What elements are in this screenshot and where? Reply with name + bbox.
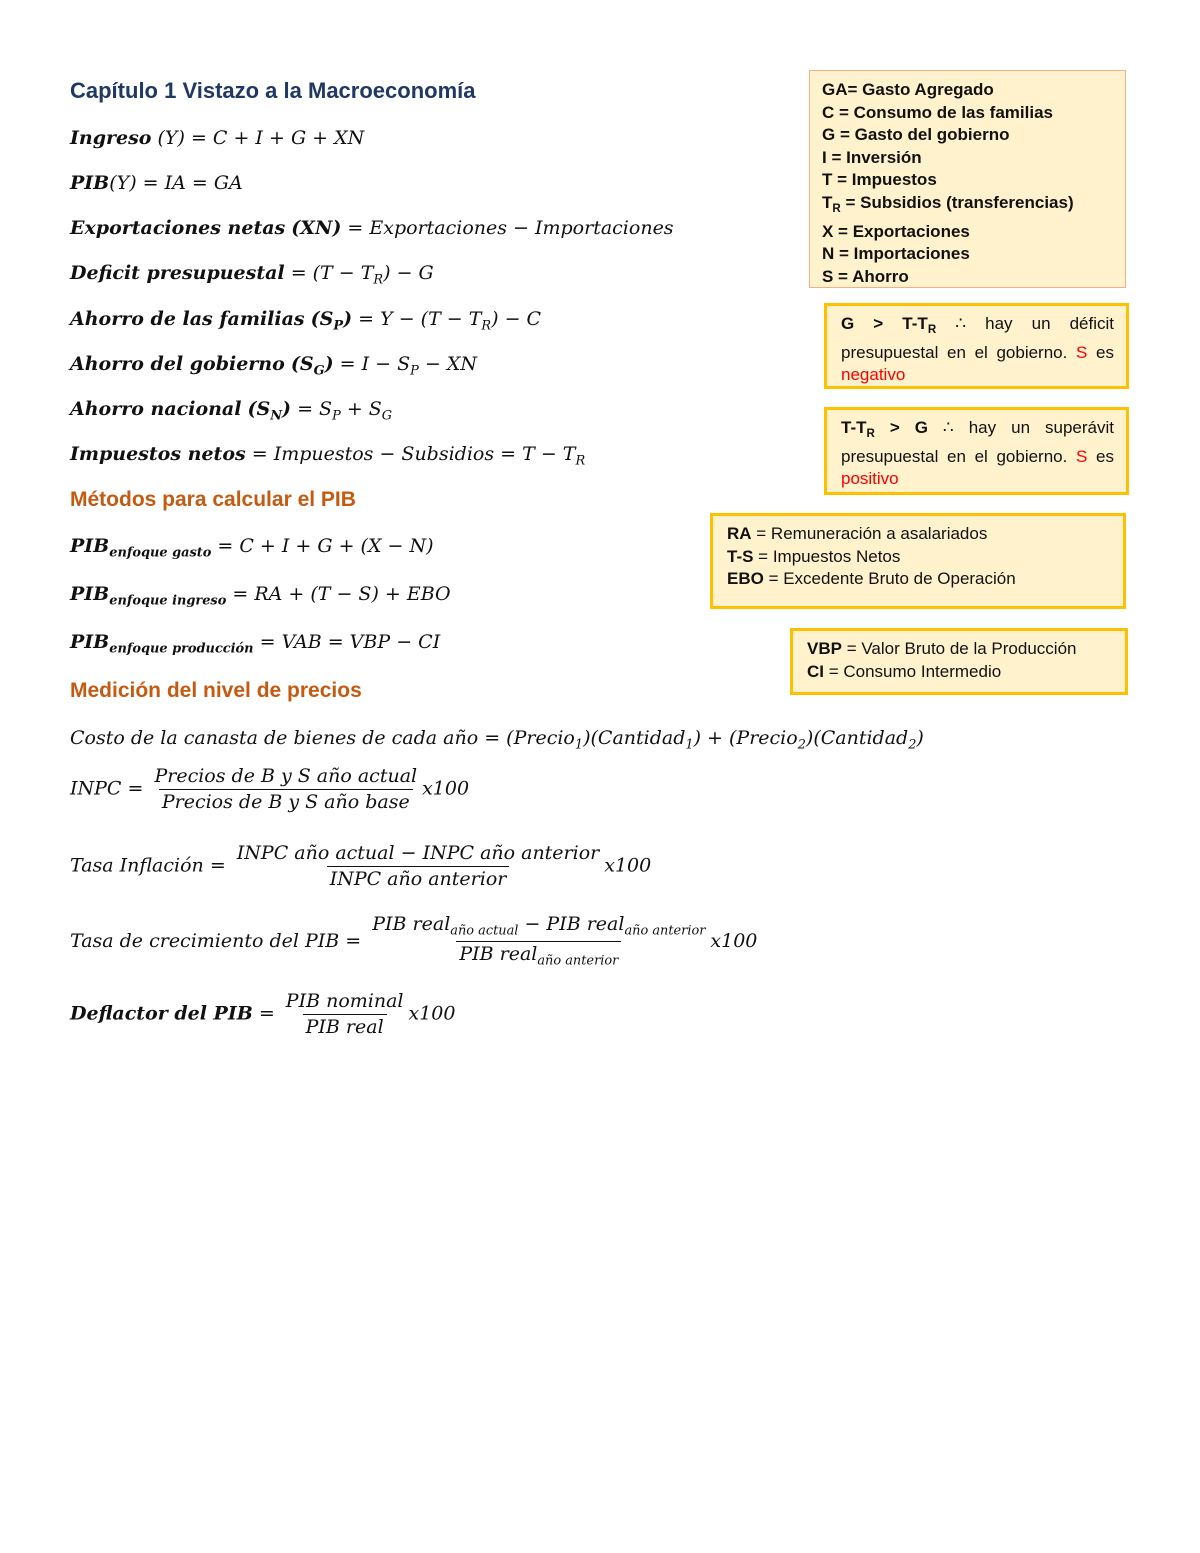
- legend-line: C = Consumo de las familias: [822, 102, 1053, 122]
- definition-text: = Valor Bruto de la Producción: [841, 639, 1077, 658]
- eq-rhs-a: = (T − T: [290, 262, 374, 284]
- eq-lhs: Ahorro de las familias: [70, 308, 305, 330]
- superavit-text: ∴ hay un superávit presupuestal en el gobierno.: [841, 418, 1114, 466]
- eq-paren-a: (S: [310, 308, 334, 330]
- eq-sub: enfoque producción: [109, 641, 254, 657]
- definition-row: [727, 568, 1111, 591]
- numerator: Precios de B y S año actual: [154, 765, 418, 787]
- eq-lhs: Tasa Inflación =: [70, 854, 226, 877]
- eq-lhs: Deficit presupuestal: [70, 262, 285, 284]
- legend-line: N = Importaciones: [822, 244, 970, 264]
- eq-lhs: Exportaciones netas: [70, 217, 286, 239]
- deficit-s-letter: S: [1076, 342, 1088, 362]
- eq-tail: x100: [422, 777, 470, 800]
- definition-row: [727, 523, 1111, 546]
- eq-lhs: Deflactor del PIB: [70, 1002, 253, 1025]
- definition-abbr: RA: [727, 524, 752, 543]
- produccion-definitions-box: [790, 628, 1128, 695]
- equation-inpc: [70, 767, 469, 812]
- eq-sub-1: 1: [574, 737, 584, 753]
- eq-rhs: = C + I + G + (X − N): [217, 535, 434, 557]
- eq-sub-2: G: [381, 408, 393, 424]
- equation-pib: [70, 174, 243, 193]
- equation-impuestos-netos: [70, 445, 585, 468]
- den-term: PIB real: [459, 943, 538, 966]
- legend-line: G = Gasto del gobierno: [822, 125, 1010, 145]
- eq-tail: x100: [604, 854, 652, 877]
- eq-rhs-a: = Impuestos − Subsidios = T − T: [251, 443, 576, 465]
- legend-line: [822, 192, 1115, 221]
- eq-text-e: ): [916, 727, 924, 749]
- deficit-note-box: [824, 303, 1129, 389]
- eq-paren: (Y): [157, 127, 185, 149]
- eq-rhs-b: ) − C: [491, 308, 542, 330]
- definition-text: = Impuestos Netos: [753, 546, 901, 566]
- legend-line: GA= Gasto Agregado: [822, 80, 994, 99]
- eq-lhs: PIB: [70, 172, 110, 194]
- legend-line: S = Ahorro: [822, 266, 909, 286]
- legend-tr-sub: R: [832, 203, 841, 215]
- superavit-condition-b: > G: [874, 418, 928, 437]
- eq-lhs: Impuestos netos: [70, 443, 246, 465]
- eq-sub: R: [481, 318, 492, 334]
- fraction: [283, 992, 407, 1037]
- deficit-condition-sub: R: [927, 324, 937, 337]
- eq-sub: P: [410, 363, 419, 379]
- eq-sub-3: 2: [797, 737, 806, 753]
- superavit-highlight: positivo: [841, 469, 899, 489]
- superavit-note-box: [824, 407, 1129, 495]
- definition-text: = Consumo Intermedio: [824, 661, 1002, 681]
- eq-paren-b: ): [324, 353, 334, 375]
- denominator: INPC año anterior: [327, 866, 510, 889]
- eq-rhs-a: = S: [297, 398, 333, 420]
- superavit-condition: T-T: [841, 418, 867, 437]
- eq-rhs-a: = Y − (T − T: [358, 308, 482, 330]
- legend-line: T = Impuestos: [822, 170, 937, 190]
- eq-sub: R: [373, 272, 384, 288]
- deficit-text: ∴ hay un déficit presupuestal en el gobierno.: [841, 314, 1115, 362]
- eq-paren: (Y): [109, 172, 137, 194]
- num-term-a: PIB real: [372, 913, 451, 935]
- fraction: [369, 915, 708, 969]
- eq-paren-a: (S: [290, 353, 314, 375]
- numerator: [369, 915, 708, 941]
- eq-lhs: PIB: [70, 631, 110, 653]
- eq-sub: enfoque gasto: [109, 545, 212, 561]
- equation-exportaciones-netas: [70, 219, 674, 238]
- superavit-s-letter: S: [1076, 446, 1088, 466]
- den-sub: año anterior: [537, 953, 619, 969]
- eq-paren: (XN): [291, 217, 342, 239]
- equation-ahorro-gobierno: [70, 355, 477, 378]
- deficit-text-b: es: [1096, 342, 1114, 362]
- eq-rhs: = C + I + G + XN: [190, 127, 365, 149]
- superavit-condition-sub: R: [866, 428, 875, 441]
- eq-text-a: Costo de la canasta de bienes de cada año = (Precio: [70, 727, 575, 749]
- numerator: INPC año actual − INPC año anterior: [236, 842, 600, 864]
- equation-pib-ingreso: [70, 585, 451, 608]
- eq-sub: enfoque ingreso: [109, 593, 227, 609]
- ingreso-definitions-box: [710, 513, 1126, 609]
- superavit-text-b: es: [1096, 446, 1114, 466]
- legend-tr-letter: T: [822, 192, 833, 212]
- equation-pib-gasto: [70, 537, 434, 560]
- eq-rhs: = VAB = VBP − CI: [259, 631, 441, 653]
- section-heading-metodos: Métodos para calcular el PIB: [70, 488, 356, 511]
- equation-deficit: [70, 264, 434, 287]
- definition-row: [807, 661, 1113, 684]
- legend-box: [809, 70, 1126, 288]
- eq-paren-b: ): [343, 308, 353, 330]
- eq-equals: =: [258, 1002, 275, 1025]
- denominator: PIB real: [303, 1014, 387, 1037]
- denominator: [456, 941, 621, 968]
- eq-paren-sub: N: [270, 408, 283, 424]
- num-sub-a: año actual: [450, 923, 519, 939]
- equation-tasa-inflacion: [70, 844, 651, 889]
- eq-sub-4: 2: [908, 737, 917, 753]
- eq-rhs-b: − XN: [424, 353, 477, 375]
- eq-lhs: PIB: [70, 583, 110, 605]
- denominator: Precios de B y S año base: [159, 789, 413, 812]
- numerator: PIB nominal: [285, 990, 404, 1012]
- legend-tr-def: = Subsidios (transferencias): [840, 192, 1074, 212]
- num-term-b: − PIB real: [518, 913, 625, 935]
- equation-ahorro-nacional: [70, 400, 392, 423]
- eq-rhs: = IA = GA: [142, 172, 243, 194]
- num-sub-b: año anterior: [624, 923, 706, 939]
- eq-lhs: Ingreso: [70, 127, 152, 149]
- eq-sub-2: 1: [685, 737, 694, 753]
- definition-abbr: T-S: [727, 546, 754, 566]
- eq-rhs-a: = I − S: [339, 353, 411, 375]
- definition-abbr: EBO: [727, 569, 764, 589]
- page-title: Capítulo 1 Vistazo a la Macroeconomía: [70, 78, 476, 103]
- eq-paren-sub: P: [333, 318, 344, 334]
- deficit-condition: G > T-T: [841, 314, 928, 333]
- eq-text-d: )(Cantidad: [805, 727, 909, 749]
- legend-line: I = Inversión: [822, 147, 922, 167]
- eq-lhs: Ahorro del gobierno: [70, 353, 285, 375]
- eq-text-b: )(Cantidad: [583, 727, 686, 749]
- eq-lhs: Tasa de crecimiento del PIB =: [70, 929, 362, 952]
- equation-costo-canasta: [70, 729, 924, 752]
- definition-abbr: CI: [807, 661, 824, 681]
- equation-pib-produccion: [70, 633, 440, 656]
- eq-lhs: Ahorro nacional: [70, 398, 242, 420]
- eq-lhs: INPC =: [70, 777, 144, 800]
- eq-lhs: PIB: [70, 535, 110, 557]
- eq-sub-1: P: [332, 408, 341, 424]
- eq-paren-sub: G: [313, 363, 325, 379]
- section-heading-precios: Medición del nivel de precios: [70, 679, 362, 702]
- equation-ahorro-familias: [70, 310, 541, 333]
- eq-paren-a: (S: [247, 398, 271, 420]
- eq-rhs: = RA + (T − S) + EBO: [232, 583, 451, 605]
- eq-sub: R: [575, 453, 586, 469]
- eq-tail: x100: [710, 929, 758, 952]
- definition-text: = Remuneración a asalariados: [751, 524, 988, 543]
- eq-rhs-b: ) − G: [383, 262, 434, 284]
- equation-tasa-crecimiento: [70, 915, 757, 969]
- eq-rhs-b: + S: [346, 398, 382, 420]
- legend-line: X = Exportaciones: [822, 221, 970, 241]
- definition-text: = Excedente Bruto de Operación: [763, 569, 1016, 589]
- eq-tail: x100: [408, 1002, 456, 1025]
- eq-rhs: = Exportaciones − Importaciones: [347, 217, 674, 239]
- fraction: [151, 767, 420, 812]
- deficit-highlight: negativo: [841, 365, 906, 385]
- eq-paren-b: ): [282, 398, 292, 420]
- fraction: [234, 844, 602, 889]
- eq-text-c: ) + (Precio: [693, 727, 798, 749]
- equation-deflactor: [70, 992, 455, 1037]
- definition-row: [727, 546, 1111, 569]
- definition-abbr: VBP: [807, 639, 842, 658]
- equation-ingreso: [70, 129, 364, 148]
- definition-row: [807, 638, 1113, 661]
